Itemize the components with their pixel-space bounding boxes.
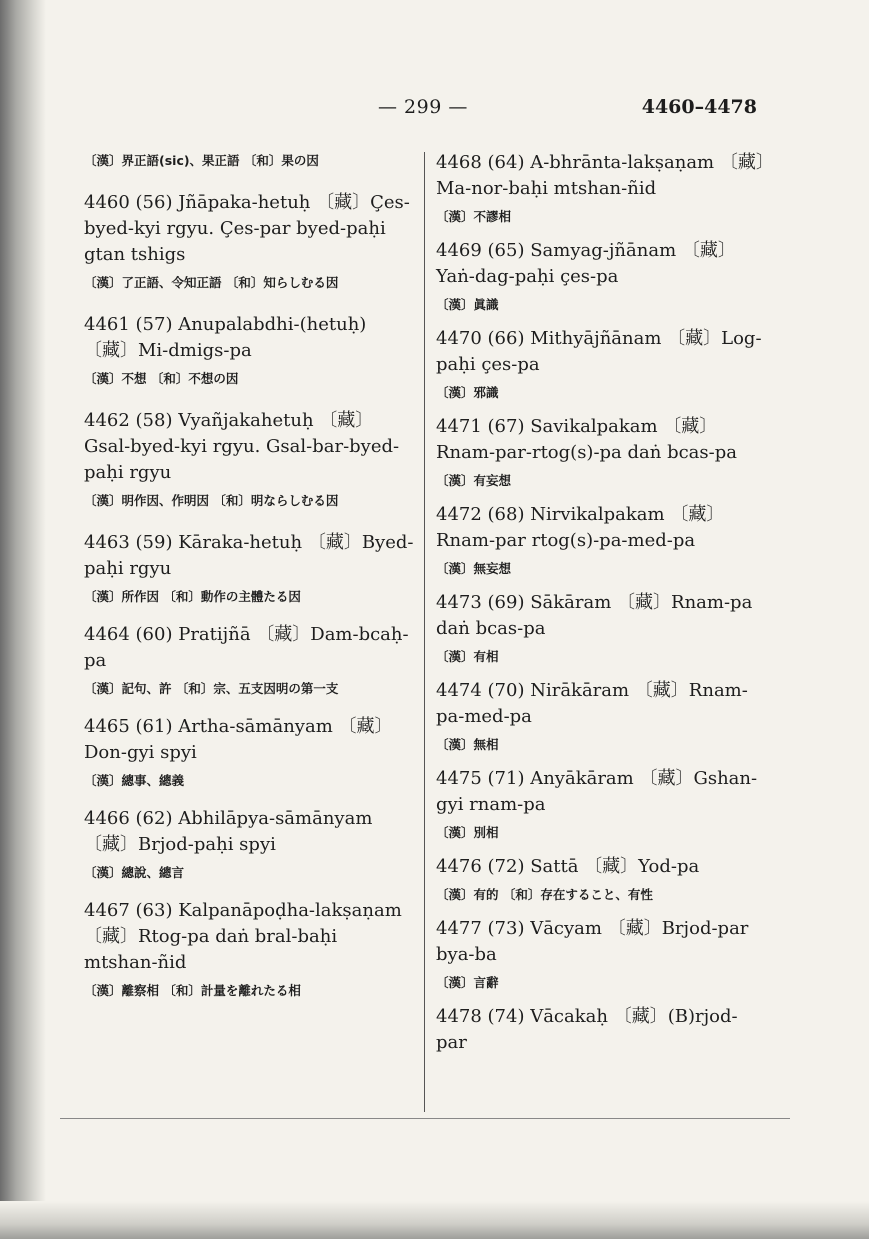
entry-gloss: 〔漢〕別相 — [436, 825, 499, 840]
entry-gloss: 〔漢〕離察相 〔和〕計量を離れたる相 — [84, 983, 301, 998]
entry-head: 4465 (61) Artha-sāmānyam 〔藏〕Don-gyi spyi — [84, 716, 393, 763]
entry-gloss: 〔漢〕不想 〔和〕不想の因 — [84, 371, 239, 386]
entry-gloss: 〔漢〕有的 〔和〕存在すること、有性 — [436, 887, 653, 902]
entry-gloss: 〔漢〕言辭 — [436, 975, 499, 990]
entry-gloss: 〔漢〕不謬相 — [436, 209, 512, 224]
dictionary-entry — [84, 530, 414, 608]
entry-head: 4467 (63) Kalpanāpoḍha-lakṣaṇam 〔藏〕Rtog-pa daṅ bral-baḥi mtshan-ñid — [84, 900, 402, 973]
entry-gloss: 〔漢〕有妄想 — [436, 473, 512, 488]
entry-head: 4472 (68) Nirvikalpakam 〔藏〕Rnam-par rtog(s)-pa-med-pa — [436, 504, 725, 551]
entry-gloss: 〔漢〕所作因 〔和〕動作の主體たる因 — [84, 589, 301, 604]
entry-head: 4470 (66) Mithyājñānam 〔藏〕Log-paḥi çes-pa — [436, 328, 762, 375]
dictionary-entry — [436, 414, 766, 492]
dictionary-entry — [84, 408, 414, 512]
dictionary-entry — [436, 150, 766, 228]
entry-head: 4474 (70) Nirākāram 〔藏〕Rnam-pa-med-pa — [436, 680, 748, 727]
dictionary-entry — [84, 898, 414, 1002]
dictionary-entry — [436, 916, 766, 994]
entry-head: 4462 (58) Vyañjakahetuḥ 〔藏〕Gsal-byed-kyi rgyu. Gsal-bar-byed-paḥi rgyu — [84, 410, 400, 483]
dictionary-entry — [84, 622, 414, 700]
dictionary-entry — [436, 502, 766, 580]
page-number: — 299 — — [378, 96, 468, 118]
dictionary-entry — [436, 678, 766, 756]
dictionary-entry — [436, 854, 766, 906]
entry-gloss: 〔漢〕有相 — [436, 649, 499, 664]
bottom-rule — [60, 1118, 790, 1119]
column-divider — [424, 152, 425, 1112]
entry-head: 4469 (65) Samyag-jñānam 〔藏〕Yaṅ-dag-paḥi çes-pa — [436, 240, 736, 287]
entry-gloss: 〔漢〕界正語(sic)、果正語 〔和〕果の因 — [84, 153, 319, 168]
entry-gloss: 〔漢〕記句、許 〔和〕宗、五支因明の第一支 — [84, 681, 339, 696]
entry-head: 4468 (64) A-bhrānta-lakṣaṇam 〔藏〕Ma-nor-baḥi mtshan-ñid — [436, 152, 765, 199]
entry-gloss: 〔漢〕眞識 — [436, 297, 499, 312]
entry-head: 4471 (67) Savikalpakam 〔藏〕Rnam-par-rtog(s)-pa daṅ bcas-pa — [436, 416, 737, 463]
entry-gloss: 〔漢〕明作因、作明因 〔和〕明ならしむる因 — [84, 493, 339, 508]
entry-gloss: 〔漢〕總說、總言 — [84, 865, 185, 880]
entry-head: 4475 (71) Anyākāram 〔藏〕Gshan-gyi rnam-pa — [436, 768, 758, 815]
continued-gloss — [84, 150, 414, 172]
dictionary-entry — [436, 766, 766, 844]
dictionary-entry — [84, 312, 414, 390]
dictionary-entry — [84, 190, 414, 294]
entry-gloss: 〔漢〕了正語、令知正語 〔和〕知らしむる因 — [84, 275, 339, 290]
right-column — [436, 150, 766, 1060]
dictionary-entry — [436, 590, 766, 668]
entry-head: 4478 (74) Vācakaḥ 〔藏〕(B)rjod-par — [436, 1006, 738, 1053]
entry-head: 4476 (72) Sattā 〔藏〕Yod-pa — [436, 856, 700, 877]
entry-gloss: 〔漢〕邪識 — [436, 385, 499, 400]
entry-gloss: 〔漢〕無妄想 — [436, 561, 512, 576]
left-column — [84, 150, 414, 1002]
dictionary-entry — [436, 238, 766, 316]
entry-head: 4477 (73) Vācyam 〔藏〕Brjod-par bya-ba — [436, 918, 749, 965]
dictionary-entry — [436, 326, 766, 404]
entry-head: 4463 (59) Kāraka-hetuḥ 〔藏〕Byed-paḥi rgyu — [84, 532, 414, 579]
entry-head: 4473 (69) Sākāram 〔藏〕Rnam-pa daṅ bcas-pa — [436, 592, 753, 639]
dictionary-entry — [436, 1004, 766, 1056]
entry-gloss: 〔漢〕無相 — [436, 737, 499, 752]
entry-head: 4461 (57) Anupalabdhi-(hetuḥ) 〔藏〕Mi-dmigs-pa — [84, 314, 367, 361]
entry-head: 4464 (60) Pratijñā 〔藏〕Dam-bcaḥ-pa — [84, 624, 409, 671]
running-header — [0, 96, 869, 126]
dictionary-entry — [84, 714, 414, 792]
scan-bottom-edge — [0, 1201, 869, 1239]
entry-range: 4460–4478 — [641, 96, 757, 118]
entry-head: 4466 (62) Abhilāpya-sāmānyam 〔藏〕Brjod-paḥi spyi — [84, 808, 373, 855]
page-gutter-shadow — [0, 0, 46, 1239]
entry-gloss: 〔漢〕總事、總義 — [84, 773, 185, 788]
entry-head: 4460 (56) Jñāpaka-hetuḥ 〔藏〕Çes-byed-kyi rgyu. Çes-par byed-paḥi gtan tshigs — [84, 192, 410, 265]
dictionary-entry — [84, 806, 414, 884]
